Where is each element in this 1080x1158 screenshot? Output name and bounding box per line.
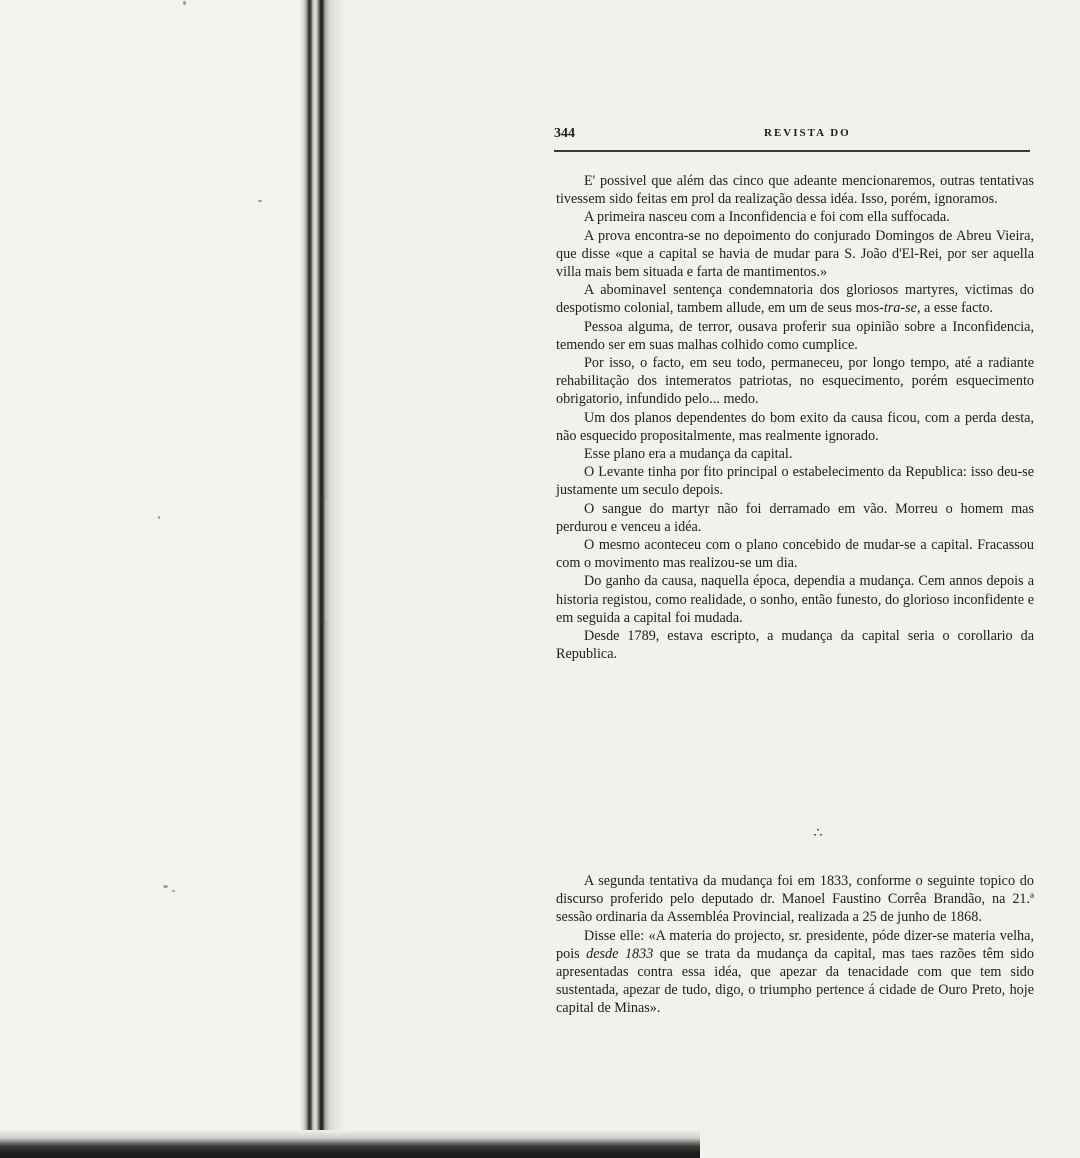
paragraph: Desde 1789, estava escripto, a mudança da capital seria o corollario da Republica. <box>556 628 1034 663</box>
paragraph: Um dos planos dependentes do bom exito da causa ficou, com a perda desta, não esquecido propositalmente, mas realmente ignorado. <box>556 409 1034 444</box>
page-speck <box>183 1 186 5</box>
text-block-2 <box>556 872 1034 1018</box>
paragraph <box>556 281 1034 317</box>
paragraph: A segunda tentativa da mudança foi em 1833, conforme o seguinte topico do discurso proferido pelo deputado dr. Manoel Faustino Corrêa Brandão, na 21.ª sessão ordinaria da Assembléa Provincial, realizada a 25 de junho de 1868. <box>556 873 1034 926</box>
paragraph: Esse plano era a mudança da capital. <box>584 446 793 463</box>
running-title: REVISTA DO <box>764 127 851 139</box>
paragraph: O mesmo aconteceu com o plano concebido de mudar-se a capital. Fracassou com o movimento mas realizou-se um dia. <box>556 537 1034 572</box>
paragraph: O sangue do martyr não foi derramado em vão. Morreu o homem mas perdurou e venceu a idéa. <box>556 500 1034 535</box>
paragraph-text: A abominavel sentença condemnatoria dos gloriosos martyres, victimas do despotismo colonial, tambem allude, em um de seus mos- <box>556 282 1034 317</box>
paragraph-text: que se trata da mudança da capital, mas taes razões têm sido apresentadas contra essa idéa, que apezar da tenacidade com que tem sido sustentada, apezar de tudo, digo, o triumpho pertence á cidade de Ouro Preto, hoje capital de Minas». <box>556 945 1035 1017</box>
faint-line <box>326 500 327 620</box>
paragraph: Pessoa alguma, de terror, ousava proferir sua opinião sobre a Inconfidencia, temendo ser em suas malhas colhido como cumplice. <box>556 318 1034 353</box>
paragraph <box>556 927 1034 1018</box>
header-rule <box>554 150 1030 152</box>
page-speck <box>258 200 262 202</box>
paragraph: A prova encontra-se no depoimento do conjurado Domingos de Abreu Vieira, que disse «que a capital se havia de mudar para S. João d'El-Rei, por ser aquella villa mais bem situada e farta de mantimentos.» <box>556 227 1034 281</box>
book-bottom-edge <box>0 1130 700 1158</box>
previous-page-margin <box>0 0 300 1158</box>
book-gutter <box>300 0 346 1158</box>
paragraph: Do ganho da causa, naquella época, dependia a mudança. Cem annos depois a historia registou, como realidade, o sonho, então funesto, do glorioso inconfidente e em seguida a capital foi mudada. <box>556 573 1034 626</box>
italic-year: 1833 <box>624 945 654 962</box>
section-separator: ∴ <box>813 826 825 841</box>
paragraph: O Levante tinha por fito principal o estabelecimento da Republica: isso deu-se justamente um seculo depois. <box>556 464 1034 499</box>
page-speck <box>163 885 168 888</box>
page-speck <box>172 890 175 892</box>
paragraph-text: Disse elle: «A materia do projecto, sr. presidente, póde dizer-se materia velha, pois <box>556 927 1034 962</box>
page-speck <box>158 516 160 519</box>
paragraph: E' possivel que além das cinco que adeante mencionaremos, outras tentativas tivessem sido feitas em prol da realização dessa idéa. Isso, porém, ignoramos. <box>556 173 1034 208</box>
paragraph: Por isso, o facto, em seu todo, permaneceu, por longo tempo, até a radiante rehabilitação dos intemeratos patriotas, no esquecimento, porém esquecimento obrigatorio, infundido pelo... medo. <box>556 355 1034 408</box>
running-header <box>554 126 1030 146</box>
text-block-1 <box>556 172 1034 663</box>
italic-fragment: desde <box>586 945 619 962</box>
italic-fragment: tra-se, <box>883 300 921 317</box>
paragraph-text: a esse facto. <box>920 300 993 317</box>
page-number: 344 <box>554 126 575 141</box>
paragraph: A primeira nasceu com a Inconfidencia e foi com ella suffocada. <box>584 209 950 226</box>
